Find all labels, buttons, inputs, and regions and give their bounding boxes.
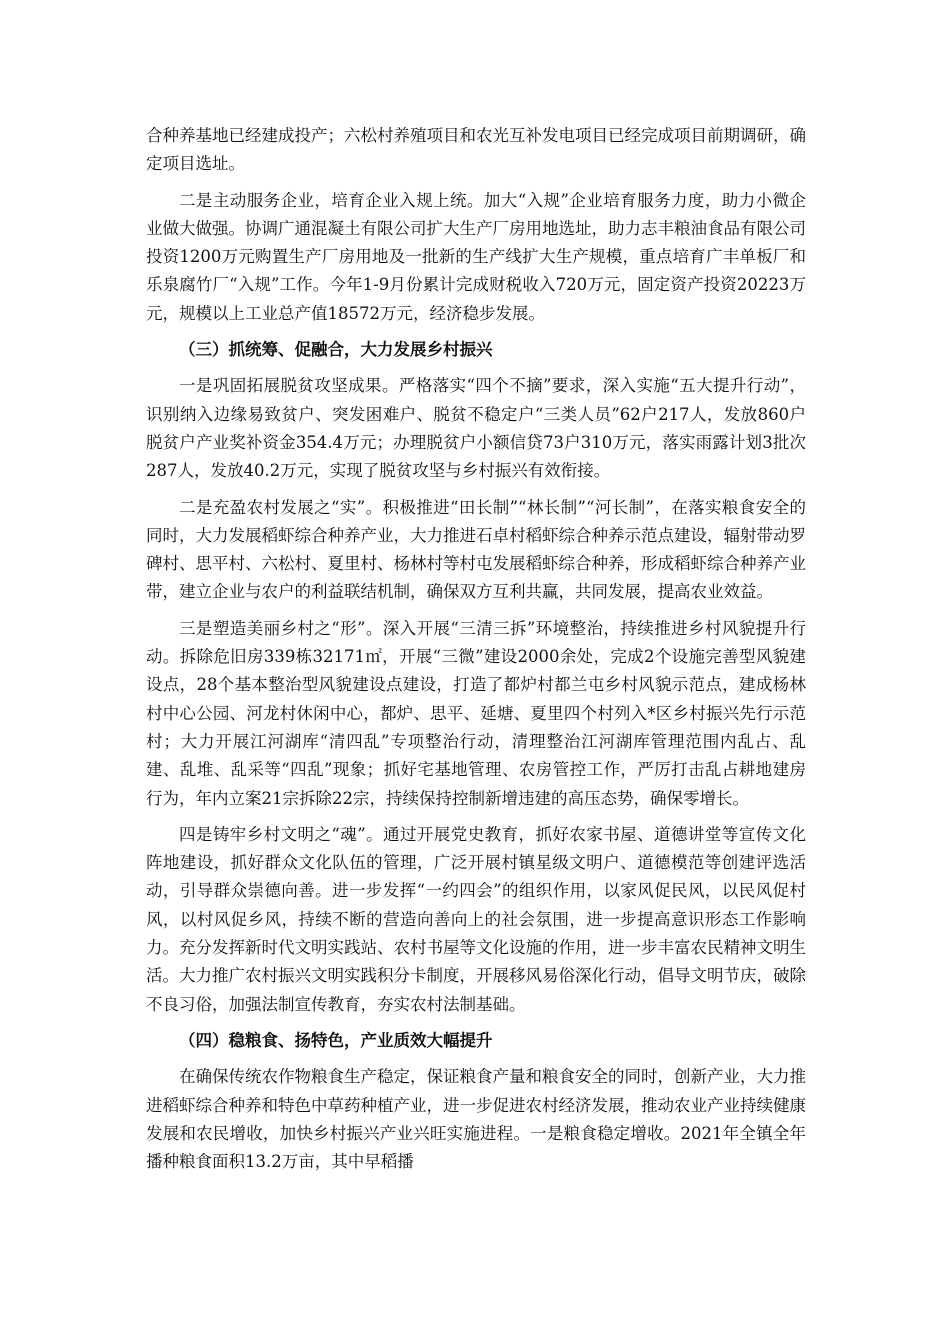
section-heading-rural-revitalization: （三）抓统筹、促融合，大力发展乡村振兴: [179, 340, 493, 360]
paragraph-rural-development: 二是充盈农村发展之“实”。积极推进“田长制”“林长制”“河长制”，在落实粮食安全的同时，大力发展稻虾综合种养产业，大力推进石卓村稻虾综合种养示范点建设，辐射带动罗碑村、思平村、六松村、夏里村、杨林村等村屯发展稻虾综合种养，形成稻虾综合种养产业带，建立企业与农户的利益联结机制，确保双方互利共赢，共同发展，提高农业效益。: [146, 497, 806, 602]
document-body: [146, 122, 806, 1184]
section-heading-grain-industry: （四）稳粮食、扬特色，产业质效大幅提升: [179, 1030, 493, 1050]
paragraph-grain-production: 在确保传统农作物粮食生产稳定，保证粮食产量和粮食安全的同时，创新产业，大力推进稻虾综合种养和特色中草药种植产业，进一步促进农村经济发展，推动农业产业持续健康发展和农民增收，加快乡村振兴产业兴旺实施进程。一是粮食稳定增收。2021年全镇全年播种粮食面积13.2万亩，其中早稻播: [146, 1067, 806, 1172]
paragraph-beautiful-village: 三是塑造美丽乡村之“形”。深入开展“三清三拆”环境整治，持续推进乡村风貌提升行动。拆除危旧房339栋32171㎡，开展“三微”建设2000余处，完成2个设施完善型风貌建设点，28个基本整治型风貌建设点建设，打造了都炉村都兰屯乡村风貌示范点，建成杨林村中心公园、河龙村休闲中心，都炉、思平、延塘、夏里四个村列入*区乡村振兴先行示范村；大力开展江河湖库“清四乱”专项整治行动，清理整治江河湖库管理范围内乱占、乱建、乱堆、乱采等“四乱”现象；抓好宅基地管理、农房管控工作，严厉打击乱占耕地建房行为，年内立案21宗拆除22宗，持续保持控制新增违建的高压态势，确保零增长。: [146, 618, 806, 808]
paragraph-enterprise-service: 二是主动服务企业，培育企业入规上统。加大“入规”企业培育服务力度，助力小微企业做大做强。协调广通混凝土有限公司扩大生产厂房用地选址，助力志丰粮油食品有限公司投资1200万元购置生产厂房用地及一批新的生产线扩大生产规模，重点培育广丰单板厂和乐泉腐竹厂“入规”工作。今年1-9月份累计完成财税收入720万元，固定资产投资20223万元，规模以上工业总产值18572万元，经济稳步发展。: [146, 190, 806, 323]
paragraph-rural-civilization: 四是铸牢乡村文明之“魂”。通过开展党史教育，抓好农家书屋、道德讲堂等宣传文化阵地建设，抓好群众文化队伍的管理，广泛开展村镇星级文明户、道德模范等创建评选活动，引导群众崇德向善。进一步发挥“一约四会”的组织作用，以家风促民风，以民风促村风，以村风促乡风，持续不断的营造向善向上的社会氛围，进一步提高意识形态工作影响力。充分发挥新时代文明实践站、农村书屋等文化设施的作用，进一步丰富农民精神文明生活。大力推广农村振兴文明实践积分卡制度，开展移风易俗深化行动，倡导文明节庆，破除不良习俗，加强法制宣传教育，夯实农村法制基础。: [146, 824, 806, 1014]
paragraph-continuation: 合种养基地已经建成投产；六松村养殖项目和农光互补发电项目已经完成项目前期调研，确定项目选址。: [146, 126, 806, 174]
paragraph-poverty-alleviation: 一是巩固拓展脱贫攻坚成果。严格落实“四个不摘”要求，深入实施“五大提升行动”，识别纳入边缘易致贫户、突发困难户、脱贫不稳定户“三类人员”62户217人，发放860户脱贫户产业奖补资金354.4万元；办理脱贫户小额信贷73户310万元，落实雨露计划3批次287人，发放40.2万元，实现了脱贫攻坚与乡村振兴有效衔接。: [146, 376, 806, 481]
